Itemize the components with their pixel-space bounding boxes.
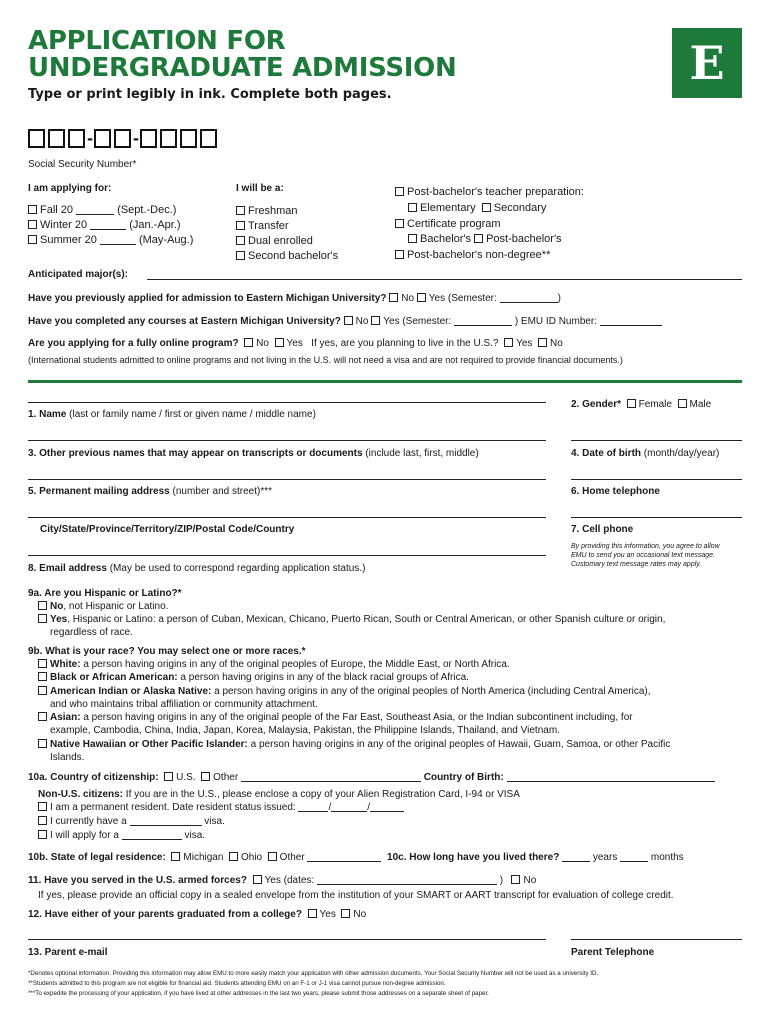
ssn-digit-box[interactable] xyxy=(140,129,157,148)
applying-heading: I am applying for: xyxy=(28,183,112,194)
race-native-continued: and who maintains tribal affiliation or community attachment. xyxy=(50,699,318,710)
asian-checkbox[interactable] xyxy=(38,712,47,721)
parents-row xyxy=(28,908,366,921)
option-freshman xyxy=(236,204,298,218)
section-divider xyxy=(28,380,742,383)
online-no-checkbox[interactable] xyxy=(244,338,253,347)
parents-yes-checkbox[interactable] xyxy=(308,909,317,918)
military-note: If yes, please provide an official copy in a sealed envelope from the institution of your SMART or AART transcript for evaluation of college credit. xyxy=(38,890,674,901)
winter-label: Winter 20 xyxy=(40,219,88,231)
resident-month-field[interactable] xyxy=(298,801,328,812)
online-program-row xyxy=(28,337,563,350)
previously-applied-question: Have you previously applied for admission to Eastern Michigan University? xyxy=(28,293,387,304)
term-summer xyxy=(28,233,193,247)
male-checkbox[interactable] xyxy=(678,399,687,408)
live-us-yes-label: Yes xyxy=(516,338,533,349)
title-line-1: APPLICATION FOR xyxy=(28,26,286,56)
apply-visa-field[interactable] xyxy=(122,829,182,840)
option-cert-level xyxy=(408,232,562,246)
name-field[interactable] xyxy=(28,402,546,403)
fall-label: Fall 20 xyxy=(40,204,74,216)
emu-id-field[interactable] xyxy=(600,315,662,326)
summer-year-field[interactable] xyxy=(100,234,136,245)
applied-no-label: No xyxy=(401,293,415,304)
completed-no-checkbox[interactable] xyxy=(344,316,353,325)
elementary-label: Elementary xyxy=(420,202,476,214)
emu-id-label: ) EMU ID Number: xyxy=(514,316,598,327)
freshman-checkbox[interactable] xyxy=(236,206,245,215)
ssn-boxes[interactable] xyxy=(28,124,220,148)
current-visa-field[interactable] xyxy=(130,815,202,826)
male-label: Male xyxy=(689,399,712,410)
applied-close-paren: ) xyxy=(557,293,561,304)
online-question: Are you applying for a fully online program? xyxy=(28,338,239,349)
live-us-yes-checkbox[interactable] xyxy=(504,338,513,347)
race-hawaii-continued: Islands. xyxy=(50,752,85,763)
online-yes-label: Yes xyxy=(286,338,303,349)
race-heading: 9b. What is your race? You may select one or more races.* xyxy=(28,646,306,657)
option-second xyxy=(236,249,338,263)
other-country-label: Other xyxy=(213,772,239,783)
gender-row xyxy=(571,398,711,411)
michigan-checkbox[interactable] xyxy=(171,852,180,861)
citizenship-row xyxy=(28,771,715,784)
military-no-label: No xyxy=(523,875,537,886)
summer-note: (May-Aug.) xyxy=(138,234,194,246)
black-checkbox[interactable] xyxy=(38,672,47,681)
will-be-heading: I will be a: xyxy=(236,183,284,194)
race-native-option: American Indian or Alaska Native: a person having origins in any of the original peoples of North America (including Central America), xyxy=(38,685,650,698)
title-line-2: UNDERGRADUATE ADMISSION xyxy=(28,53,457,83)
nondegree-checkbox[interactable] xyxy=(395,250,404,259)
online-yes-checkbox[interactable] xyxy=(275,338,284,347)
transfer-checkbox[interactable] xyxy=(236,221,245,230)
birth-country-field[interactable] xyxy=(507,771,715,782)
ohio-label: Ohio xyxy=(240,852,263,863)
option-dual xyxy=(236,234,313,248)
applied-yes-checkbox[interactable] xyxy=(417,293,426,302)
post-bachelors-label: Post-bachelor's xyxy=(486,233,562,245)
resident-year-field[interactable] xyxy=(370,801,404,812)
hispanic-yes-continued: regardless of race. xyxy=(50,627,133,638)
post-bachelors-checkbox[interactable] xyxy=(474,234,483,243)
secondary-label: Secondary xyxy=(493,202,547,214)
parents-yes-label: Yes xyxy=(319,909,336,920)
second-label: Second bachelor's xyxy=(248,250,339,262)
how-long-label: 10c. How long have you lived there? xyxy=(387,852,560,863)
military-label: 11. Have you served in the U.S. armed forces? xyxy=(28,875,247,886)
major-label: Anticipated major(s): xyxy=(28,269,129,280)
parent-email-field[interactable] xyxy=(28,939,546,940)
option-teacher xyxy=(395,185,584,199)
cell-phone-note: By providing this information, you agree to allow EMU to send you an occasional text message. Customary text message rates may apply. xyxy=(571,543,720,568)
residence-label: 10b. State of legal residence: xyxy=(28,852,166,863)
other-state-field[interactable] xyxy=(307,851,381,862)
freshman-label: Freshman xyxy=(248,205,298,217)
current-visa-row: I currently have a visa. xyxy=(38,815,225,828)
hispanic-no-checkbox[interactable] xyxy=(38,601,47,610)
apply-visa-row: I will apply for a visa. xyxy=(38,829,205,842)
white-checkbox[interactable] xyxy=(38,659,47,668)
nondegree-label: Post-bachelor's non-degree** xyxy=(407,249,551,261)
fall-note: (Sept.-Dec.) xyxy=(117,204,177,216)
option-nondegree xyxy=(395,248,550,262)
applied-semester-field[interactable] xyxy=(500,292,558,303)
elementary-checkbox[interactable] xyxy=(408,203,417,212)
us-checkbox[interactable] xyxy=(164,772,173,781)
current-visa-checkbox[interactable] xyxy=(38,816,47,825)
name-label: 1. Name (last or family name / first or given name / middle name) xyxy=(28,409,316,420)
parent-telephone-label: Parent Telephone xyxy=(571,947,655,958)
ssn-digit-box[interactable] xyxy=(114,129,131,148)
parents-no-label: No xyxy=(353,909,367,920)
bachelors-checkbox[interactable] xyxy=(408,234,417,243)
hispanic-heading: 9a. Are you Hispanic or Latino?* xyxy=(28,588,182,599)
footnote-addresses: ***To expedite the processing of your application, if you have lived at other addresses in the last two years, please submit those addresses on a separate sheet of paper. xyxy=(28,990,489,997)
completed-courses-row xyxy=(28,315,662,328)
completed-yes-checkbox[interactable] xyxy=(371,316,380,325)
page-subtitle: Type or print legibly in ink. Complete both pages. xyxy=(28,87,392,102)
hispanic-no-option: No, not Hispanic or Latino. xyxy=(38,600,168,613)
years-field[interactable] xyxy=(562,851,590,862)
completed-no-label: No xyxy=(355,316,369,327)
non-us-row: Non-U.S. citizens: If you are in the U.S., please enclose a copy of your Alien Registration Card, I-94 or VISA xyxy=(38,789,520,800)
international-note: (International students admitted to online programs and not living in the U.S. will not need a visa and are not required to provide financial documents.) xyxy=(28,355,623,365)
dob-label: 4. Date of birth (month/day/year) xyxy=(571,448,720,459)
parents-label: 12. Have either of your parents graduated from a college? xyxy=(28,909,302,920)
option-elementary xyxy=(408,201,546,215)
parent-email-label: 13. Parent e-mail xyxy=(28,947,108,958)
home-telephone-field[interactable] xyxy=(571,479,742,480)
completed-semester-field[interactable] xyxy=(454,315,512,326)
race-white-option: White: a person having origins in any of the original peoples of Europe, the Middle East, or North Africa. xyxy=(38,658,510,671)
fall-year-field[interactable] xyxy=(76,204,114,215)
bachelors-label: Bachelor's xyxy=(420,233,472,245)
page-title xyxy=(28,28,456,82)
other-names-field[interactable] xyxy=(28,440,546,441)
us-label: U.S. xyxy=(176,772,196,783)
other-state-checkbox[interactable] xyxy=(268,852,277,861)
resident-row: I am a permanent resident. Date resident status issued: / / xyxy=(38,801,404,814)
military-row: 11. Have you served in the U.S. armed forces? Yes (dates: ) No xyxy=(28,875,537,886)
winter-note: (Jan.-Apr.) xyxy=(129,219,181,231)
race-hawaii-option: Native Hawaiian or Other Pacific Islander: a person having origins in any of the original peoples of Hawaii, Guam, Samoa, or other Pacific xyxy=(38,738,670,751)
teacher-label: Post-bachelor's teacher preparation: xyxy=(407,186,584,198)
current-visa-label: I currently have a xyxy=(50,816,127,827)
military-yes-checkbox[interactable] xyxy=(253,875,262,884)
gender-label: 2. Gender* xyxy=(571,399,622,410)
summer-checkbox[interactable] xyxy=(28,235,37,244)
dual-checkbox[interactable] xyxy=(236,236,245,245)
emu-logo: E xyxy=(672,28,742,98)
completed-yes-label: Yes (Semester: xyxy=(383,316,452,327)
native-checkbox[interactable] xyxy=(38,686,47,695)
completed-courses-question: Have you completed any courses at Eastern Michigan University? xyxy=(28,316,341,327)
ssn-digit-box[interactable] xyxy=(160,129,177,148)
applied-no-checkbox[interactable] xyxy=(389,293,398,302)
option-transfer xyxy=(236,219,289,233)
option-certificate xyxy=(395,217,501,231)
military-yes-label: Yes (dates: xyxy=(264,875,315,886)
certificate-checkbox[interactable] xyxy=(395,219,404,228)
ssn-digit-box[interactable] xyxy=(94,129,111,148)
previously-applied-row xyxy=(28,292,561,305)
email-field[interactable] xyxy=(28,555,546,556)
birth-country-label: Country of Birth: xyxy=(423,772,504,783)
months-field[interactable] xyxy=(620,851,648,862)
hispanic-yes-checkbox[interactable] xyxy=(38,614,47,623)
ssn-digit-box[interactable] xyxy=(48,129,65,148)
live-us-question: If yes, are you planning to live in the U.S.? xyxy=(311,338,499,349)
fall-checkbox[interactable] xyxy=(28,205,37,214)
ssn-dash: - xyxy=(87,128,93,148)
race-asian-continued: example, Cambodia, China, India, Japan, Korea, Malaysia, Pakistan, the Philippine Islands, Thailand, and Vietnam. xyxy=(50,725,560,736)
other-state-label: Other xyxy=(279,852,305,863)
second-checkbox[interactable] xyxy=(236,251,245,260)
secondary-checkbox[interactable] xyxy=(482,203,491,212)
winter-checkbox[interactable] xyxy=(28,220,37,229)
other-country-checkbox[interactable] xyxy=(201,772,210,781)
online-no-label: No xyxy=(256,338,269,349)
footnote-optional: *Denotes optional information. Providing this information may allow EMU to more easily match your application with other admission documents. Your Social Security Number will not be used as a university ID. xyxy=(28,970,599,977)
term-winter xyxy=(28,218,181,232)
ssn-digit-box[interactable] xyxy=(68,129,85,148)
ssn-label: Social Security Number* xyxy=(28,159,137,170)
citizenship-label: 10a. Country of citizenship: xyxy=(28,772,159,783)
ohio-checkbox[interactable] xyxy=(229,852,238,861)
ssn-digit-box[interactable] xyxy=(180,129,197,148)
address-label: 5. Permanent mailing address (number and street)*** xyxy=(28,486,272,497)
ssn-digit-box[interactable] xyxy=(200,129,217,148)
apply-visa-checkbox[interactable] xyxy=(38,830,47,839)
hawaii-checkbox[interactable] xyxy=(38,739,47,748)
summer-label: Summer 20 xyxy=(40,234,97,246)
residence-row: 10b. State of legal residence: Michigan Ohio Other 10c. How long have you lived there? years months xyxy=(28,852,684,863)
female-label: Female xyxy=(638,399,672,410)
home-telephone-label: 6. Home telephone xyxy=(571,486,660,497)
cell-phone-field[interactable] xyxy=(571,517,742,518)
apply-visa-label: I will apply for a xyxy=(50,830,119,841)
live-us-no-label: No xyxy=(549,338,563,349)
major-field[interactable] xyxy=(147,279,742,280)
ssn-digit-box[interactable] xyxy=(28,129,45,148)
term-fall xyxy=(28,203,176,217)
race-black-option: Black or African American: a person having origins in any of the black racial groups of Africa. xyxy=(38,671,469,684)
race-asian-option: Asian: a person having origins in any of the original people of the Far East, Southeast Asia, or the Indian subcontinent including, for xyxy=(38,711,633,724)
parents-no-checkbox[interactable] xyxy=(341,909,350,918)
dob-field[interactable] xyxy=(571,440,742,441)
city-label: City/State/Province/Territory/ZIP/Postal Code/Country xyxy=(40,524,295,535)
transfer-label: Transfer xyxy=(248,220,289,232)
dual-label: Dual enrolled xyxy=(248,235,313,247)
military-dates-field[interactable] xyxy=(317,874,497,885)
email-label: 8. Email address (May be used to correspond regarding application status.) xyxy=(28,563,366,574)
address-field[interactable] xyxy=(28,479,546,480)
city-field[interactable] xyxy=(28,517,546,518)
military-no-checkbox[interactable] xyxy=(511,875,520,884)
other-names-label: 3. Other previous names that may appear on transcripts or documents (include last, first, middle) xyxy=(28,448,479,459)
citizenship-country-field[interactable] xyxy=(241,771,421,782)
female-checkbox[interactable] xyxy=(627,399,636,408)
certificate-label: Certificate program xyxy=(407,218,501,230)
hispanic-yes-option: Yes, Hispanic or Latino: a person of Cuban, Mexican, Chicano, Puerto Rican, South or Central American, or other Spanish culture or origin, xyxy=(38,613,665,626)
resident-checkbox[interactable] xyxy=(38,802,47,811)
ssn-dash: - xyxy=(133,128,139,148)
live-us-no-checkbox[interactable] xyxy=(538,338,547,347)
cell-phone-label: 7. Cell phone xyxy=(571,524,634,535)
resident-day-field[interactable] xyxy=(331,801,367,812)
applied-yes-label: Yes (Semester: xyxy=(428,293,497,304)
winter-year-field[interactable] xyxy=(90,219,126,230)
michigan-label: Michigan xyxy=(183,852,224,863)
parent-telephone-field[interactable] xyxy=(571,939,742,940)
resident-label: I am a permanent resident. Date resident status issued: xyxy=(50,802,296,813)
teacher-checkbox[interactable] xyxy=(395,187,404,196)
footnote-financial-aid: **Students admitted to this program are not eligible for financial aid. Students attending EMU on an F-1 or J-1 visa cannot pursue non-degree admission. xyxy=(28,980,446,987)
